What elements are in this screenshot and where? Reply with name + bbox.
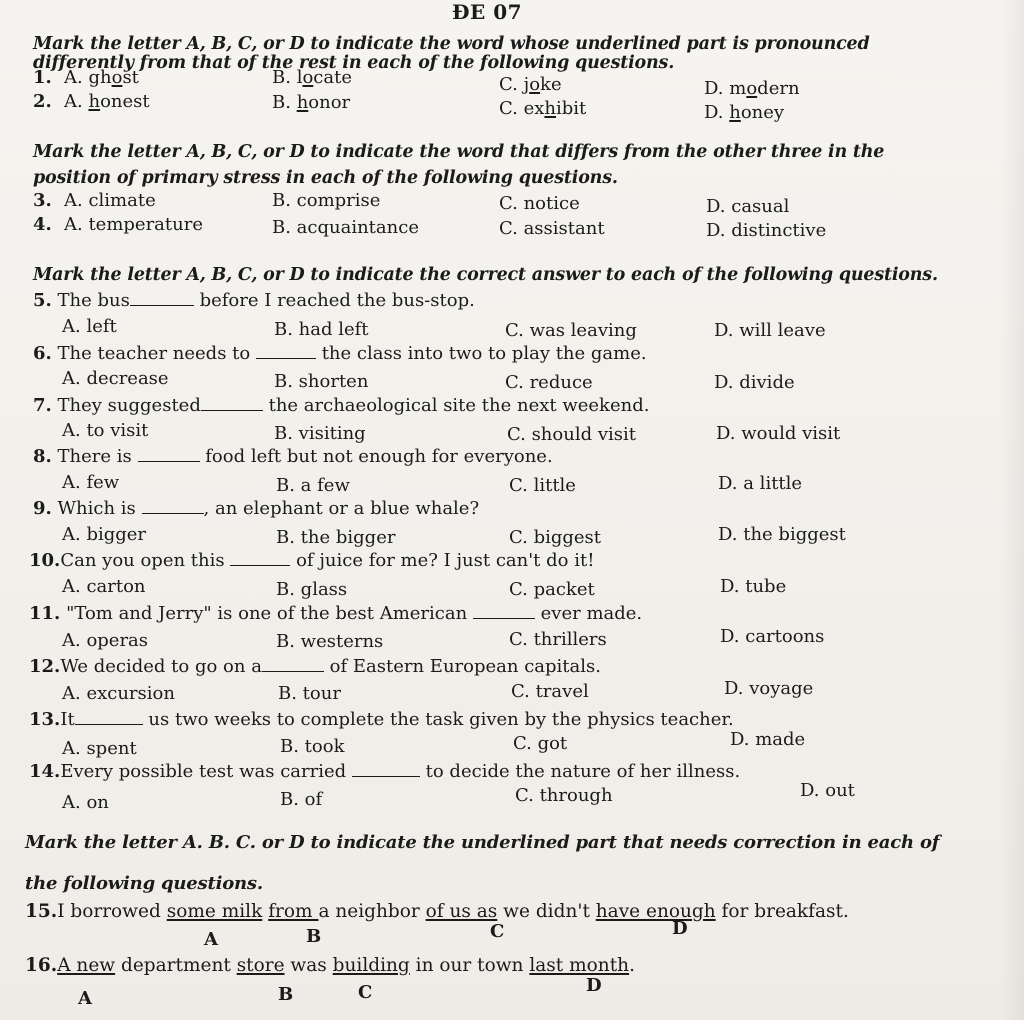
q6-option-d: D. divide (714, 372, 795, 393)
question-text: We decided to go on a (60, 656, 262, 677)
question-number: 10. (29, 550, 61, 571)
question-number: 13. (29, 709, 61, 730)
underlined-part: h (729, 102, 741, 123)
word-part: gh (88, 67, 112, 88)
question-number: 14. (29, 761, 61, 782)
q7-option-c: C. should visit (507, 424, 636, 445)
underlined-part: o (529, 74, 541, 95)
option-letter: C. (499, 98, 518, 119)
word-part: j (523, 74, 530, 95)
sentence-part: was (284, 955, 333, 976)
q10-option-d: D. tube (720, 576, 787, 597)
answer-blank (130, 291, 194, 306)
word-part: onest (100, 91, 150, 112)
pronunciation-instruction-line2: differently from that of the rest in each of the following questions. (33, 53, 675, 73)
question-text: The teacher needs to (57, 343, 251, 364)
word-part: dern (757, 78, 800, 99)
sentence-part: . (629, 955, 635, 976)
q6-option-a: A. decrease (62, 368, 169, 389)
q10-option-a: A. carton (62, 576, 146, 597)
stress-instruction-line1: Mark the letter A, B, C, or D to indicate the word that differs from the other three in the (33, 142, 885, 162)
question-15 (25, 901, 849, 922)
q14-option-d: D. out (800, 780, 855, 801)
question-text: of Eastern European capitals. (329, 656, 601, 677)
q10-option-c: C. packet (509, 579, 595, 600)
q3-option-c: C. notice (499, 193, 580, 214)
q4-option-a: A. temperature (64, 214, 203, 235)
underlined-part-d: last month (529, 955, 630, 976)
question-text: of juice for me? I just can't do it! (296, 550, 595, 571)
underlined-part: h (544, 98, 556, 119)
q7-option-d: D. would visit (716, 423, 841, 444)
question-7 (33, 395, 649, 416)
q7-option-a: A. to visit (62, 420, 149, 441)
question-number: 8. (33, 446, 52, 467)
q11-option-d: D. cartoons (720, 626, 825, 647)
question-text: us two weeks to complete the task given by the physics teacher. (148, 709, 734, 730)
underlined-part-c: of us as (425, 901, 498, 922)
underline-label-c: C (490, 921, 505, 942)
q3-option-d: D. casual (706, 196, 790, 217)
question-16 (25, 955, 635, 976)
q1-option-c (499, 74, 562, 95)
correct-answer-instruction: Mark the letter A, B, C, or D to indicate the correct answer to each of the following questions. (33, 265, 938, 285)
q1-option-a (64, 67, 139, 88)
question-number: 7. (33, 395, 52, 416)
page-edge-shadow (1000, 0, 1024, 1020)
question-5 (33, 290, 475, 311)
question-number: 12. (29, 656, 61, 677)
question-10 (29, 550, 594, 571)
underlined-part: o (746, 78, 758, 99)
underlined-part-c: building (332, 955, 410, 976)
underline-label-b: B (306, 926, 322, 947)
question-number: 15. (25, 901, 58, 922)
question-9 (33, 498, 479, 519)
q6-option-b: B. shorten (274, 371, 369, 392)
page-title: ĐE 07 (452, 0, 523, 24)
q9-option-c: C. biggest (509, 527, 602, 548)
option-letter: B. (272, 92, 291, 113)
word-part: m (729, 78, 747, 99)
q12-option-a: A. excursion (62, 683, 175, 704)
q12-option-c: C. travel (511, 681, 589, 702)
answer-blank (262, 657, 324, 672)
q1-option-b (272, 67, 352, 88)
q8-option-c: C. little (509, 475, 576, 496)
question-text: "Tom and Jerry" is one of the best American (66, 603, 468, 624)
question-6 (33, 343, 647, 364)
sentence-part: I borrowed (57, 901, 167, 922)
q12-option-b: B. tour (278, 683, 341, 704)
q5-option-c: C. was leaving (505, 320, 637, 341)
answer-blank (352, 762, 420, 777)
word-part: ke (540, 74, 562, 95)
sentence-part: for breakfast. (715, 901, 849, 922)
q11-option-b: B. westerns (276, 631, 384, 652)
answer-blank (138, 447, 200, 462)
question-13 (29, 709, 734, 730)
underlined-part-a: A new (57, 955, 116, 976)
q5-option-b: B. had left (274, 319, 369, 340)
question-text: The bus (57, 290, 130, 311)
q9-option-d: D. the biggest (718, 524, 846, 545)
question-number: 2. (33, 91, 52, 112)
q2-option-b (272, 92, 350, 113)
question-text: Every possible test was carried (60, 761, 347, 782)
q12-option-d: D. voyage (724, 678, 814, 699)
q5-option-d: D. will leave (714, 320, 826, 341)
question-number: 6. (33, 343, 52, 364)
question-text: to decide the nature of her illness. (425, 761, 741, 782)
q13-option-a: A. spent (62, 738, 137, 759)
question-text: It (60, 709, 75, 730)
underlined-part: o (111, 67, 123, 88)
underlined-part: h (296, 92, 309, 113)
underline-label-c: C (358, 982, 373, 1003)
q13-option-d: D. made (730, 729, 806, 750)
q4-option-c: C. assistant (499, 218, 605, 239)
sentence-part: department (115, 955, 237, 976)
question-text: the class into two to play the game. (321, 343, 647, 364)
word-part: oney (740, 102, 785, 123)
option-letter: C. (499, 74, 518, 95)
q9-option-b: B. the bigger (276, 527, 396, 548)
question-8 (33, 446, 553, 467)
question-number: 3. (33, 190, 52, 211)
q10-option-b: B. glass (276, 579, 348, 600)
underlined-part: o (302, 67, 314, 88)
q2-option-a (64, 91, 150, 112)
q13-option-c: C. got (513, 733, 568, 754)
underline-label-b: B (278, 984, 294, 1005)
option-letter: A. (64, 91, 83, 112)
option-letter: D. (704, 102, 724, 123)
option-letter: A. (64, 67, 83, 88)
question-14 (29, 761, 740, 782)
question-text: They suggested (57, 395, 201, 416)
q9-option-a: A. bigger (62, 524, 147, 545)
answer-blank (201, 396, 263, 411)
question-text: ever made. (540, 603, 643, 624)
sentence-part: we didn't (497, 901, 596, 922)
pronunciation-instruction-line1: Mark the letter A, B, C, or D to indicate the word whose underlined part is pronounced (33, 34, 870, 54)
answer-blank (230, 551, 290, 566)
q4-option-d: D. distinctive (706, 220, 827, 241)
underlined-part-b: store (236, 955, 285, 976)
question-number: 4. (33, 214, 52, 235)
q8-option-b: B. a few (276, 475, 350, 496)
option-letter: B. (272, 67, 291, 88)
question-number: 11. (29, 603, 61, 624)
q7-option-b: B. visiting (274, 423, 366, 444)
question-text: food left but not enough for everyone. (205, 446, 553, 467)
question-12 (29, 656, 601, 677)
q3-option-a: A. climate (64, 190, 156, 211)
underline-label-d: D (586, 975, 602, 996)
stress-instruction-line2: position of primary stress in each of the following questions. (33, 168, 618, 188)
q14-option-b: B. of (280, 789, 323, 810)
error-instruction-line1: Mark the letter A. B. C. or D to indicate the underlined part that needs correction in each of (25, 832, 940, 853)
option-letter: D. (704, 78, 724, 99)
q1-option-d (704, 78, 800, 99)
sentence-part: in our town (409, 955, 530, 976)
q14-option-a: A. on (62, 792, 109, 813)
word-part: ex (523, 98, 545, 119)
answer-blank (256, 344, 316, 359)
question-number: 5. (33, 290, 52, 311)
word-part: cate (313, 67, 352, 88)
q2-option-c (499, 98, 586, 119)
word-part: l (296, 67, 303, 88)
underline-label-a: A (204, 929, 218, 950)
question-text: Which is (57, 498, 136, 519)
q13-option-b: B. took (280, 736, 345, 757)
q8-option-d: D. a little (718, 473, 803, 494)
question-number: 16. (25, 955, 58, 976)
sentence-part: a neighbor (318, 901, 426, 922)
q6-option-c: C. reduce (505, 372, 593, 393)
answer-blank (142, 499, 204, 514)
underlined-part: h (88, 91, 101, 112)
q14-option-c: C. through (515, 785, 613, 806)
q2-option-d (704, 102, 784, 123)
underlined-part-b: from (268, 901, 319, 922)
question-number: 9. (33, 498, 52, 519)
word-part: st (122, 67, 139, 88)
word-part: onor (308, 92, 351, 113)
question-text: before I reached the bus-stop. (199, 290, 475, 311)
word-part: ibit (556, 98, 587, 119)
question-number: 1. (33, 67, 52, 88)
q5-option-a: A. left (62, 316, 117, 337)
q8-option-a: A. few (62, 472, 120, 493)
underlined-part-d: have enough (595, 901, 716, 922)
underline-label-a: A (78, 988, 92, 1009)
q4-option-b: B. acquaintance (272, 217, 419, 238)
q11-option-a: A. operas (62, 630, 149, 651)
q11-option-c: C. thrillers (509, 629, 607, 650)
question-text: the archaeological site the next weekend. (268, 395, 650, 416)
underline-label-d: D (672, 918, 688, 939)
question-11 (29, 603, 642, 624)
underlined-part-a: some milk (166, 901, 263, 922)
question-text: , an elephant or a blue whale? (203, 498, 480, 519)
answer-blank (75, 710, 143, 725)
answer-blank (473, 604, 535, 619)
question-text: There is (57, 446, 132, 467)
question-text: Can you open this (60, 550, 225, 571)
error-instruction-line2: the following questions. (25, 873, 263, 894)
q3-option-b: B. comprise (272, 190, 381, 211)
